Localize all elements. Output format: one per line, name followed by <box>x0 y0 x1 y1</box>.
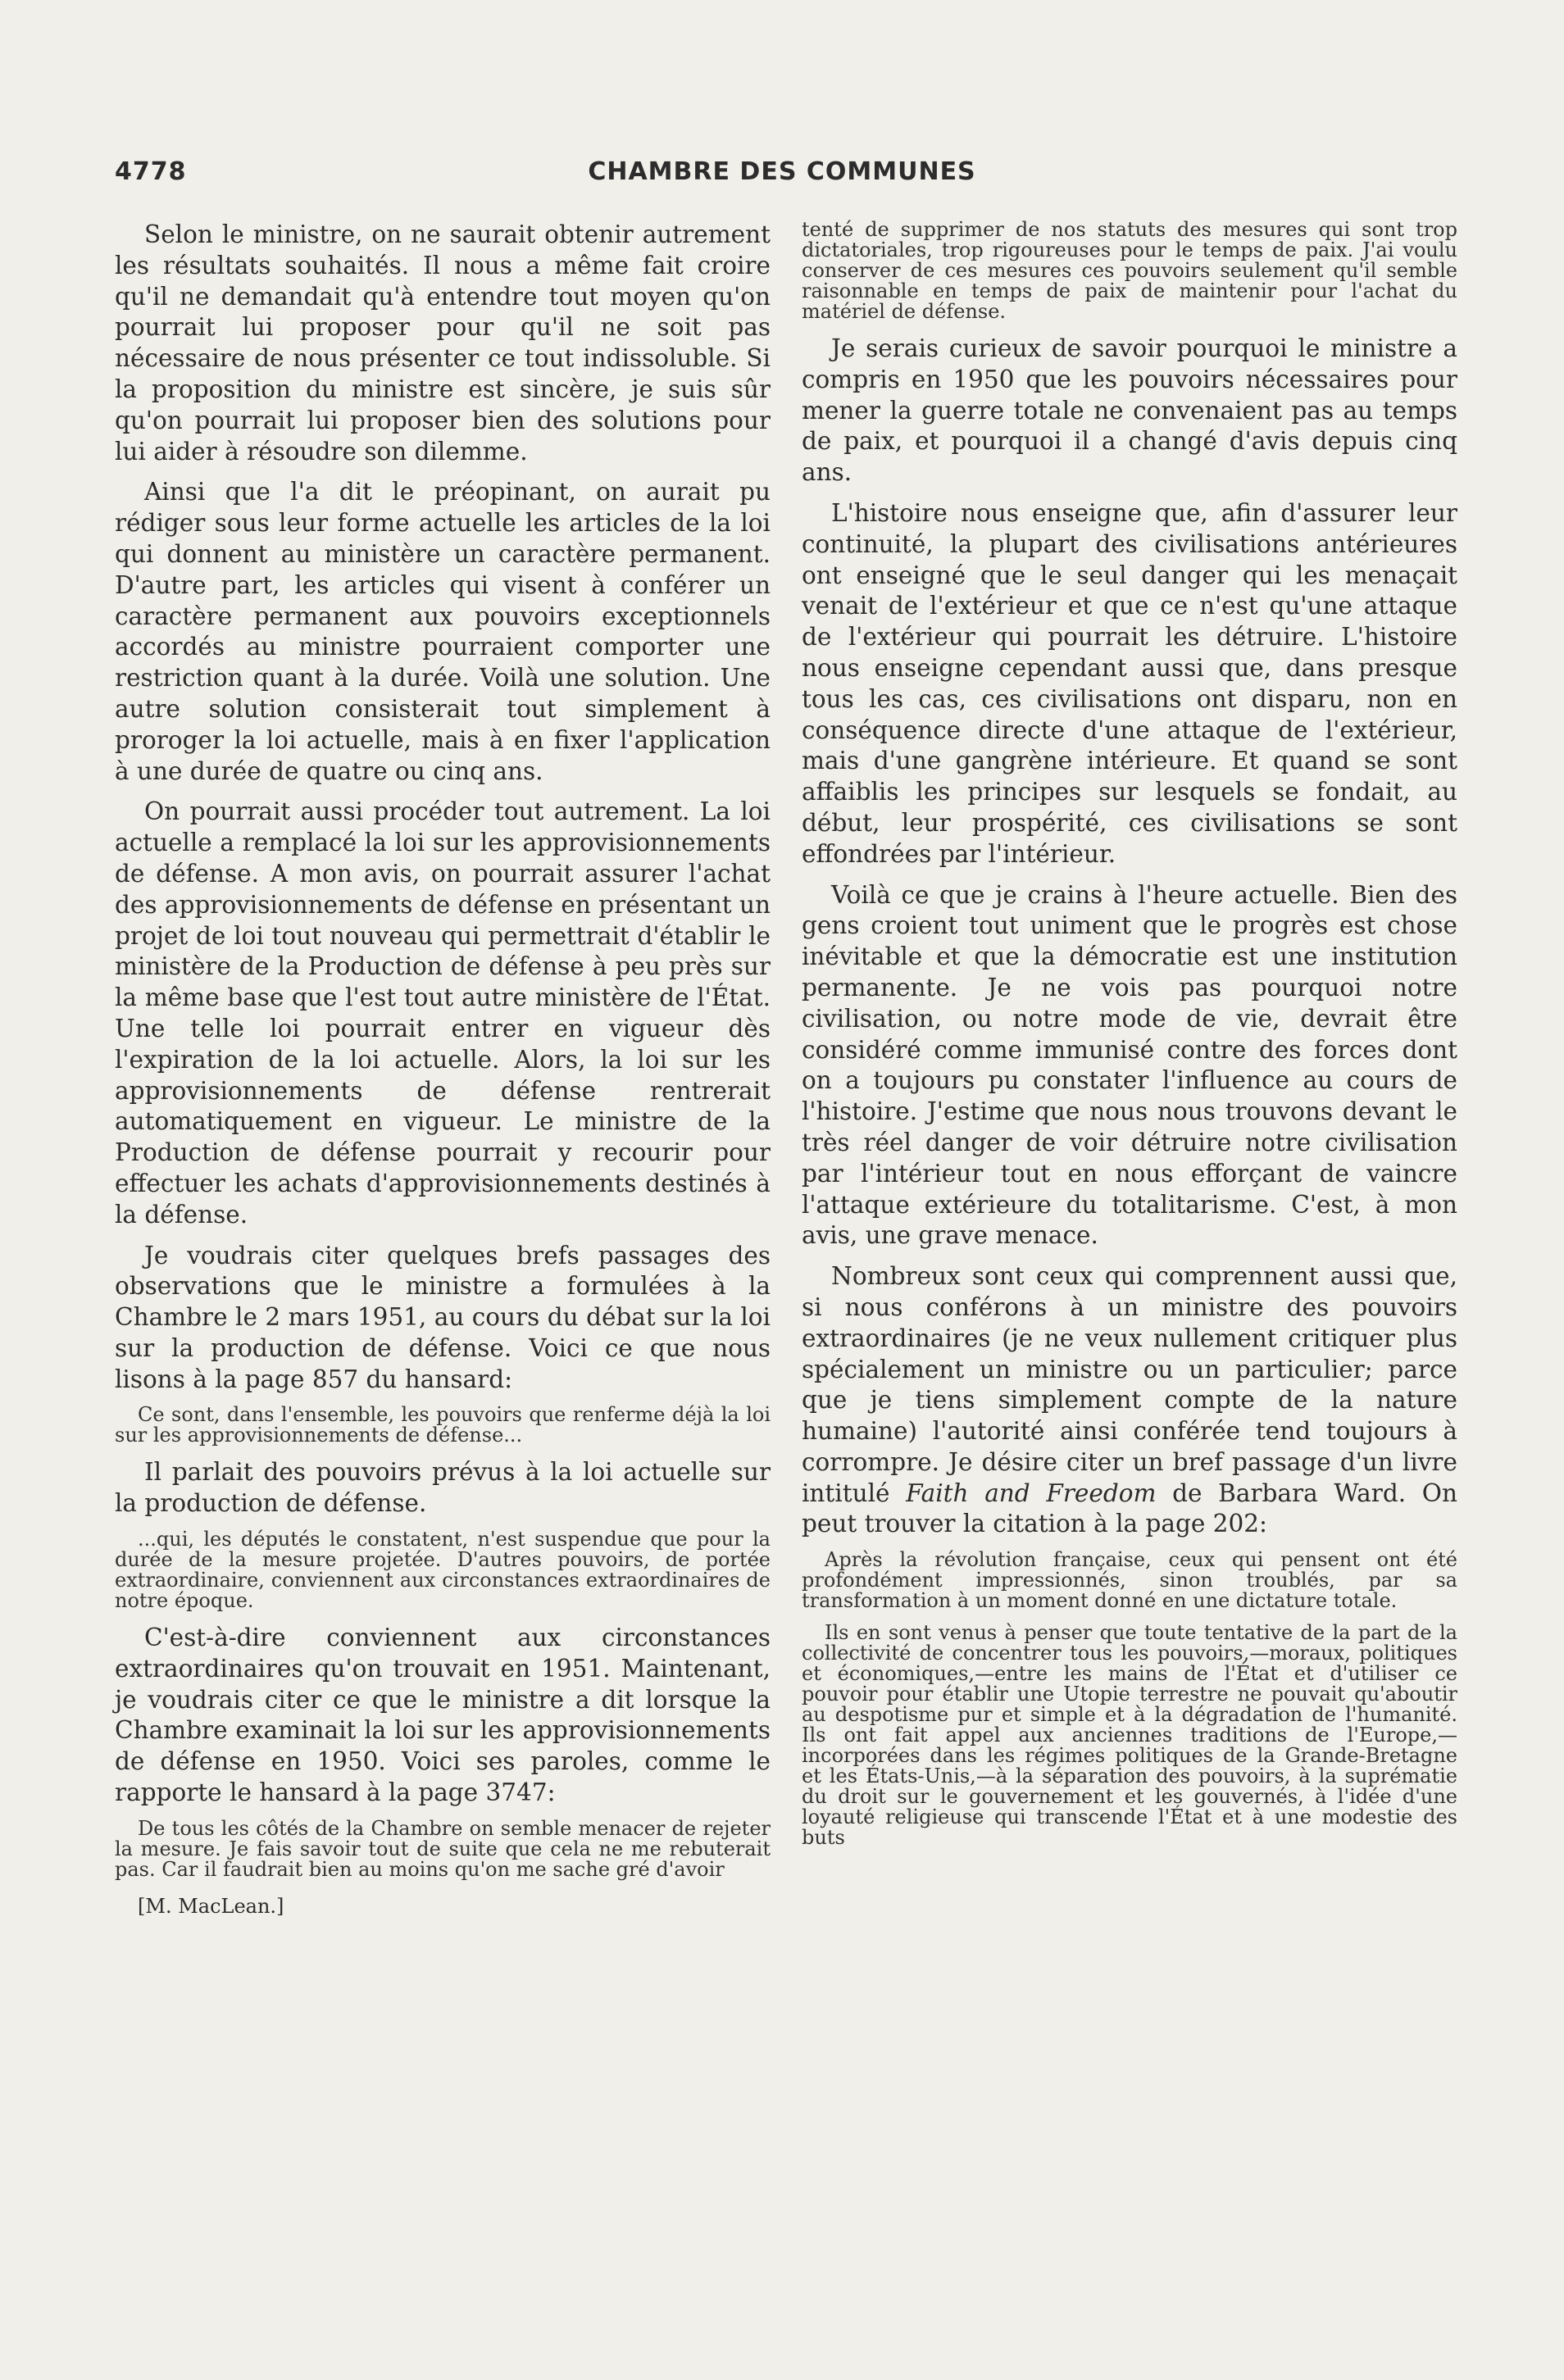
page-title: CHAMBRE DES COMMUNES <box>588 157 976 186</box>
left-column <box>115 220 771 1918</box>
paragraph <box>802 1261 1457 1540</box>
page-number: 4778 <box>115 157 187 186</box>
block-quote: tenté de supprimer de nos statuts des mesures qui sont trop dictatoriales, trop rigoureuses pour le temps de paix. J'ai voulu conserver de ces mesures ces pouvoirs seulement qu'il semble raisonnable en temps de paix de maintenir pour l'achat du matériel de défense. <box>802 218 1457 323</box>
paragraph: Je serais curieux de savoir pourquoi le ministre a compris en 1950 que les pouvoirs nécessaires pour mener la guerre totale ne convenaient pas au temps de paix, et pourquoi il a changé d'avis depuis cinq ans. <box>802 334 1457 487</box>
block-quote: Ils en sont venus à penser que toute tentative de la part de la collectivité de concentrer tous les pouvoirs,—moraux, politiques et économiques,—entre les mains de l'État et d'utiliser ce pouvoir pour établir une Utopie terrestre ne pouvait qu'aboutir au despotisme pur et simple et à la dégradation de l'humanité. Ils ont fait appel aux anciennes traditions de l'Europe,—incorporées dans les régimes politiques de la Grande-Bretagne et les États-Unis,—à la séparation des pouvoirs, à la suprématie du droit sur le gouvernement et les gouvernés, à l'idée d'une loyauté religieuse qui transcende l'État et à une modestie des buts <box>802 1621 1457 1850</box>
paragraph: L'histoire nous enseigne que, afin d'assurer leur continuité, la plupart des civilisations antérieures ont enseigné que le seul danger qui les menaçait venait de l'extérieur et que ce n'est qu'une attaque de l'extérieur qui pourrait les détruire. L'histoire nous enseigne cependant aussi que, dans presque tous les cas, ces civilisations ont disparu, non en conséquence directe d'une attaque de l'extérieur, mais d'une gangrène intérieure. Et quand se sont affaiblis les principes sur lesquels se fondait, au début, leur prospérité, ces civilisations se sont effondrées par l'intérieur. <box>802 498 1457 868</box>
block-quote: Ce sont, dans l'ensemble, les pouvoirs que renferme déjà la loi sur les approvisionnements de défense... <box>115 1403 771 1447</box>
paragraph: On pourrait aussi procéder tout autrement. La loi actuelle a remplacé la loi sur les approvisionnements de défense. A mon avis, on pourrait assurer l'achat des approvisionnements de défense en présentant un projet de loi tout nouveau qui permettrait d'établir le ministère de la Production de défense à peu près sur la même base que l'est tout autre ministère de l'État. Une telle loi pourrait entrer en vigueur dès l'expiration de la loi actuelle. Alors, la loi sur les approvisionnements de défense rentrerait automatiquement en vigueur. Le ministre de la Production de défense pourrait y recourir pour effectuer les achats d'approvisionnements destinés à la défense. <box>115 797 771 1229</box>
paragraph: Il parlait des pouvoirs prévus à la loi actuelle sur la production de défense. <box>115 1458 771 1518</box>
book-title: Faith and Freedom <box>906 1478 1173 1507</box>
paragraph-text: de Barbara Ward. On peut trouver la citation à la page 202: <box>802 1478 1457 1538</box>
right-column <box>802 220 1457 1860</box>
paragraph: Voilà ce que je crains à l'heure actuelle. Bien des gens croient tout uniment que le progrès est chose inévitable et que la démocratie est une institution permanente. Je ne vois pas pourquoi notre civilisation, ou notre mode de vie, devrait être considéré comme immunisé contre des forces dont on a toujours pu constater l'influence au cours de l'histoire. J'estime que nous nous trouvons devant le très réel danger de voir détruire notre civilisation par l'intérieur tout en nous efforçant de vaincre l'attaque extérieure du totalitarisme. C'est, à mon avis, une grave menace. <box>802 880 1457 1250</box>
speaker-attribution: [M. MacLean.] <box>138 1894 284 1918</box>
paragraph: Selon le ministre, on ne saurait obtenir autrement les résultats souhaités. Il nous a même fait croire qu'il ne demandait qu'à entendre tout moyen qu'on pourrait lui proposer pour qu'il ne soit pas nécessaire de nous présenter ce tout indissoluble. Si la proposition du ministre est sincère, je suis sûr qu'on pourrait lui proposer bien des solutions pour lui aider à résoudre son dilemme. <box>115 220 771 466</box>
paragraph: C'est-à-dire conviennent aux circonstances extraordinaires qu'on trouvait en 1951. Maintenant, je voudrais citer ce que le ministre a dit lorsque la Chambre examinait la loi sur les approvisionnements de défense en 1950. Voici ses paroles, comme le rapporte le hansard à la page 3747: <box>115 1624 771 1807</box>
block-quote: Après la révolution française, ceux qui pensent ont été profondément impressionnés, sinon troublés, par sa transformation à un moment donné en une dictature totale. <box>802 1548 1457 1613</box>
paragraph: Je voudrais citer quelques brefs passages des observations que le ministre a formulées à la Chambre le 2 mars 1951, au cours du débat sur la loi sur la production de défense. Voici ce que nous lisons à la page 857 du hansard: <box>115 1241 771 1393</box>
paragraph-text: Nombreux sont ceux qui comprennent aussi que, si nous conférons à un ministre des pouvoirs extraordinaires (je ne veux nullement critiquer plus spécialement un ministre ou un particulier; parce que je tiens simplement compte de la nature humaine) l'autorité ainsi conférée tend toujours à corrompre. Je désire citer un bref passage d'un livre intitulé <box>802 1262 1457 1507</box>
block-quote: De tous les côtés de la Chambre on semble menacer de rejeter la mesure. Je fais savoir tout de suite que cela ne me rebuterait pas. Car il faudrait bien au moins qu'on me sache gré d'avoir <box>115 1816 771 1881</box>
block-quote: ...qui, les députés le constatent, n'est suspendue que pour la durée de la mesure projetée. D'autres pouvoirs, de portée extraordinaire, conviennent aux circonstances extraordinaires de notre époque. <box>115 1528 771 1613</box>
paragraph: Ainsi que l'a dit le préopinant, on aurait pu rédiger sous leur forme actuelle les articles de la loi qui donnent au ministère un caractère permanent. D'autre part, les articles qui visent à conférer un caractère permanent aux pouvoirs exceptionnels accordés au ministre pourraient comporter une restriction quant à la durée. Voilà une solution. Une autre solution consisterait tout simplement à proroger la loi actuelle, mais à en fixer l'application à une durée de quatre ou cinq ans. <box>115 478 771 785</box>
